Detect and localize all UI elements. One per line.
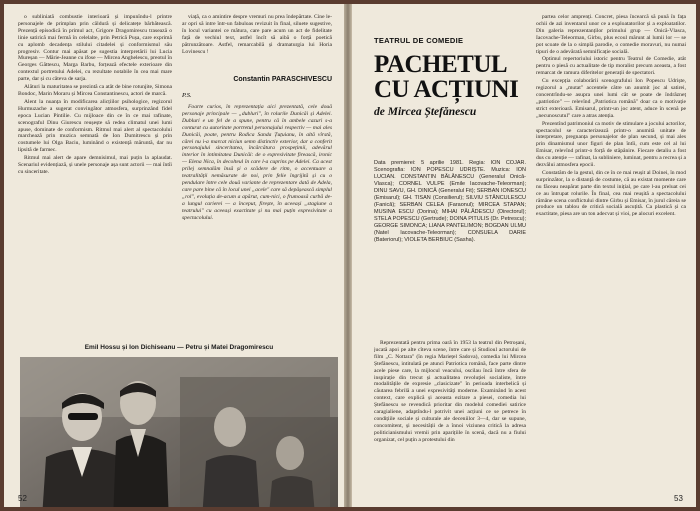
paragraph: Ritmul mai alert de apare demnisimul, mai puțin la aplaudat. Scenariul evidențiază, și unele personaje așa sunt actorii — mai întîi cu sinceritate.: [18, 155, 172, 175]
right-page-number: 53: [674, 494, 683, 503]
article-title-line-2: CU ACȚIUNI: [374, 76, 519, 103]
paragraph: Alent la nuanța în modificarea alicțiilor psihologice, regizorul Hurmuzache a sugerat convingător atmosfera, surprinzând fidel epoca Lucian Pintilie. Cu mijloace din ce în ce mai rafinate, scenograful Dinu Giurescu reușește să redea climatul unei lumi apuse, dominate de conformism. Ritmul mai alert al spectacolului marchează prin muzica semnată de Ion Dumitrescu și prin costumele lui Olga Baciu, luminând o existență măruntă, dar nu lipsită de farmec.: [18, 98, 172, 154]
section-kicker: TEATRUL DE COMEDIE: [374, 36, 464, 45]
article-author: de Mircea Ștefănescu: [374, 106, 477, 118]
ps-label: P.S.: [182, 92, 192, 99]
right-text-column-1: [374, 340, 526, 498]
paragraph: viață, ca o amintire despre vremuri nu prea îndepărtate. Cine le-ar opri să intre într-un fabuloas revizuit în final, siluete sugestive, în locul variantei ce mătura, care pare acum un act de fidelitate față de vechiul text, astfel încît să aibă o forță poetică pătrunzătoare. Astfel, remarcabilă și dramaturgia lui Horia Lovinescu !: [182, 14, 332, 55]
book-gutter: [344, 4, 352, 507]
stage-photo: [20, 357, 338, 507]
right-text-column-2: [536, 14, 686, 490]
paragraph: Alături la maturitatea se prezintă ca atât de bine rotunjite, Simona Bondoc, Marin Moraru și Mircea Constantinescu, actori de marcă.: [18, 84, 172, 97]
credits-paragraph: Data premierei: 5 aprilie 1981. Regia: ION COJAR. Scenografia: ION POPESCU UDRIȘTE. Muzica: ION LUCIAN. CONSTANTIN BĂLĂNESCU (Generalul Onică-Vlasca); CORNEL VULPE (Emile Iacovache-Teleorman); DINU SAVU, GH. DINICĂ (Generalul Fit); SERBAN IONESCU (Emisarul); GH. TISAN (Consilierul); SILVIU STĂNCULESCU (Fanică); SERBAN CELEA (Faraonul); MIRCEA STAPAN; MUSINA ESCU (Dorina); MIHAI PĂLĂDESCU (Directorul); STELA POPESCU (Gertrude); DOINA PITULIS (Dr. Petrescu); GEORGE SIMONCA; LIANA PANTELIMON; BOGDAN ULMU (Natel Iacovache-Teleorman); CONSUELA DARIE (Bateriorul); VIOLETA BERBIUC (Sasha).: [374, 159, 526, 243]
photo-caption: Emil Hossu și Ion Dichiseanu — Petru și Matei Dragomirescu: [84, 344, 274, 351]
left-text-column-2: [182, 14, 332, 74]
review-byline: Constantin PARASCHIVESCU: [233, 76, 332, 83]
right-page: [352, 4, 696, 507]
paragraph: Reprezentată pentru prima oară în 1953 la teatrul din Petroșani, jucată apoi pe alte cîteva scene, între care și Studioul actorului de film „C. Nottara" (în regia Mariețel Sadova), comedia lui Mircea Ștefănescu, intitulată pe atunci Patriotica română, face parte dintre acele piese care, la mijlocul veacului, oscilau încă între sfera de inspirație din trecut și actualitatea revoluției socialiste, între modalitățile de expresie „clasicizate" în perioada interbelică și căutarea febrilă a unei expresivități moderne. Examinând în acest context, care explică și aceasta ezitare a piesei, comedia lui Ștefănescu se revendică prioritar din modelul comediei satirice caragialiene, adaptîndu-l potrivit unei acțiuni ce se petrece în condițiile sociale și culturale ale deceniilor 3—4, dar se supune, concomitent, și necesității de a înnoi viziunea critică la adresa politicianismului vremii prin aparițiile în scenă, dacă nu a fiului organizat, cel puțin a protestului din: [374, 340, 526, 443]
paragraph: o subliniată combustie interioară și impunîndu-l printre personajele de primplan prin căldură și delicatețe bărbătească. Prezență episodică în primul act, Grigore Dragomirescu trasează o linie satirică mai fermă în celelalte, prin Petrică Pușa, care exprimă cu aplomb decadența stilului citadelei și conformismul său progresiv. Contur mai apăsat pe sugestia interpretării lui Lucia Mureșan — Mărie-Jeanne cu ifose — Mircea Anghelescu, preotul în Georges Găttescu, Marga Barbu, forțează efectele exterioare din contextul portretului Adelei, cu rezultate notabile în cea mai mare parte, dar și cu câteva de sarja.: [18, 14, 172, 83]
ps-text-column: [182, 104, 332, 336]
paragraph: Constatăm de la gestul, din ce în ce mai reușit al Doinei, în mod surprinzător, la o distanță de costume, că au existat momente care nu făceau neapărat parte din textul inițial, pe care l-au preluat cei ce au întrupat rolurile. În final, cea mai reușită a spectacolului rămâne scena conflictului dintre Girbu și Emisar, în jurul căreia se produce un tablou de critică socială ascuțită. Ca plastică și ca exactitate, piesa are un ton adecvat și vioi, pe alocuri excelent.: [536, 169, 686, 218]
article-title-line-1: PACHETUL: [374, 51, 508, 78]
production-credits: [374, 154, 526, 334]
article-title: [374, 52, 518, 102]
paragraph: Prezentînd patrimoniul ca motiv de stimulare a jocului actorilor, spectacolul se caracterizează printr-o anumită unitate de interpretare, pregnanța personajelor de plan secund, și mai ales prin dinamismul unor figuri de plan întîi, cum este cel al lui Emisar, relevînd printr-o forță de stăpânire. Fiecare detaliu a fost dus cu atenție — rafinat, la subliniere, luminat, pentru a recrea și a dezvălui atmosfera epocii.: [536, 120, 686, 169]
left-text-column-1: [18, 14, 172, 336]
left-page-number: 52: [18, 494, 27, 503]
paragraph: partea celor amprenți. Concret, piesa încearcă să pună în fața ochii de azi inventarul unor ce a exploatatorilor și a exploatatilor. Din galeria reprezentanților primului grup — Onică-Vlasca, Iacovache-Teleorman, Girbu, plus ecoul mărunt al lumii lor — se pot scoate de la o simplă parodie, o comedie moravuri, nu numai tipuri de o adevărată semnificație socială.: [536, 14, 686, 55]
left-page: [4, 4, 345, 507]
paragraph: Foarte curios, în reprezentația aici prezentată, cele două personaje principale — „dubluri", în rolurile Dunicăi și Adelei. Dubluri e un fel de a spune, pentru că în ambele cazuri s-a conturat cu autoritate portretul personajului respectiv — mai ales Dunicăi, poate, pentru Rodica Sanda Țuțuianu, în altă vîrstă, cărei nu i-a marcat niciun semn distinctiv exterior, dar a conferit personajului sinceritatea, încărcătura prospețimii, adevărul interior în intimitatea Dunicăi: de o expresivitate firească, ironic — Elena Nica, în decolteul în care l-a cuprins pe Adelei. Ca acest prilej semnalăm însă și o scădere de ritm, o accentuare a teatralității nemăsurate de noi, prin felie îngrijită și cu o pendulare între cele două variante de reprezentare dată de Adela, care pare bine că în locul unei „acele" care să depășească simplul „rol", evoluția de-acum a apărut, cum-nici, o frumoasă curbă de-a lungul carierei — a început, firește, în aceeași „stagiune a teatrului" cu aceeași exactitate și nu mai puțin expresivitate a spectacolului.: [182, 104, 332, 221]
paragraph: Cu excepția colaborării scenografului Ion Popescu Udriște, regizorul a „mutat" accentele către un anumit joc al satirei, concentrîndu-se asupra unei lumi cât se poate de îndrăzneț „patriotice" — relevînd „Patriotica română" doar ca o motivație strict exterioară. Emisarul, printr-un joc atent, aduce în scenă pe „necunoscutul" care a atras atenția.: [536, 78, 686, 119]
stage-photo-illustration: [20, 357, 338, 507]
paragraph: Optimul repertoriului istoric pentru Teatrul de Comedie, atât pentru o piesă cu actualitate de tip moralist precum aceasta, a fost remarcat de ramura diferitelor generații de spectatori.: [536, 56, 686, 77]
